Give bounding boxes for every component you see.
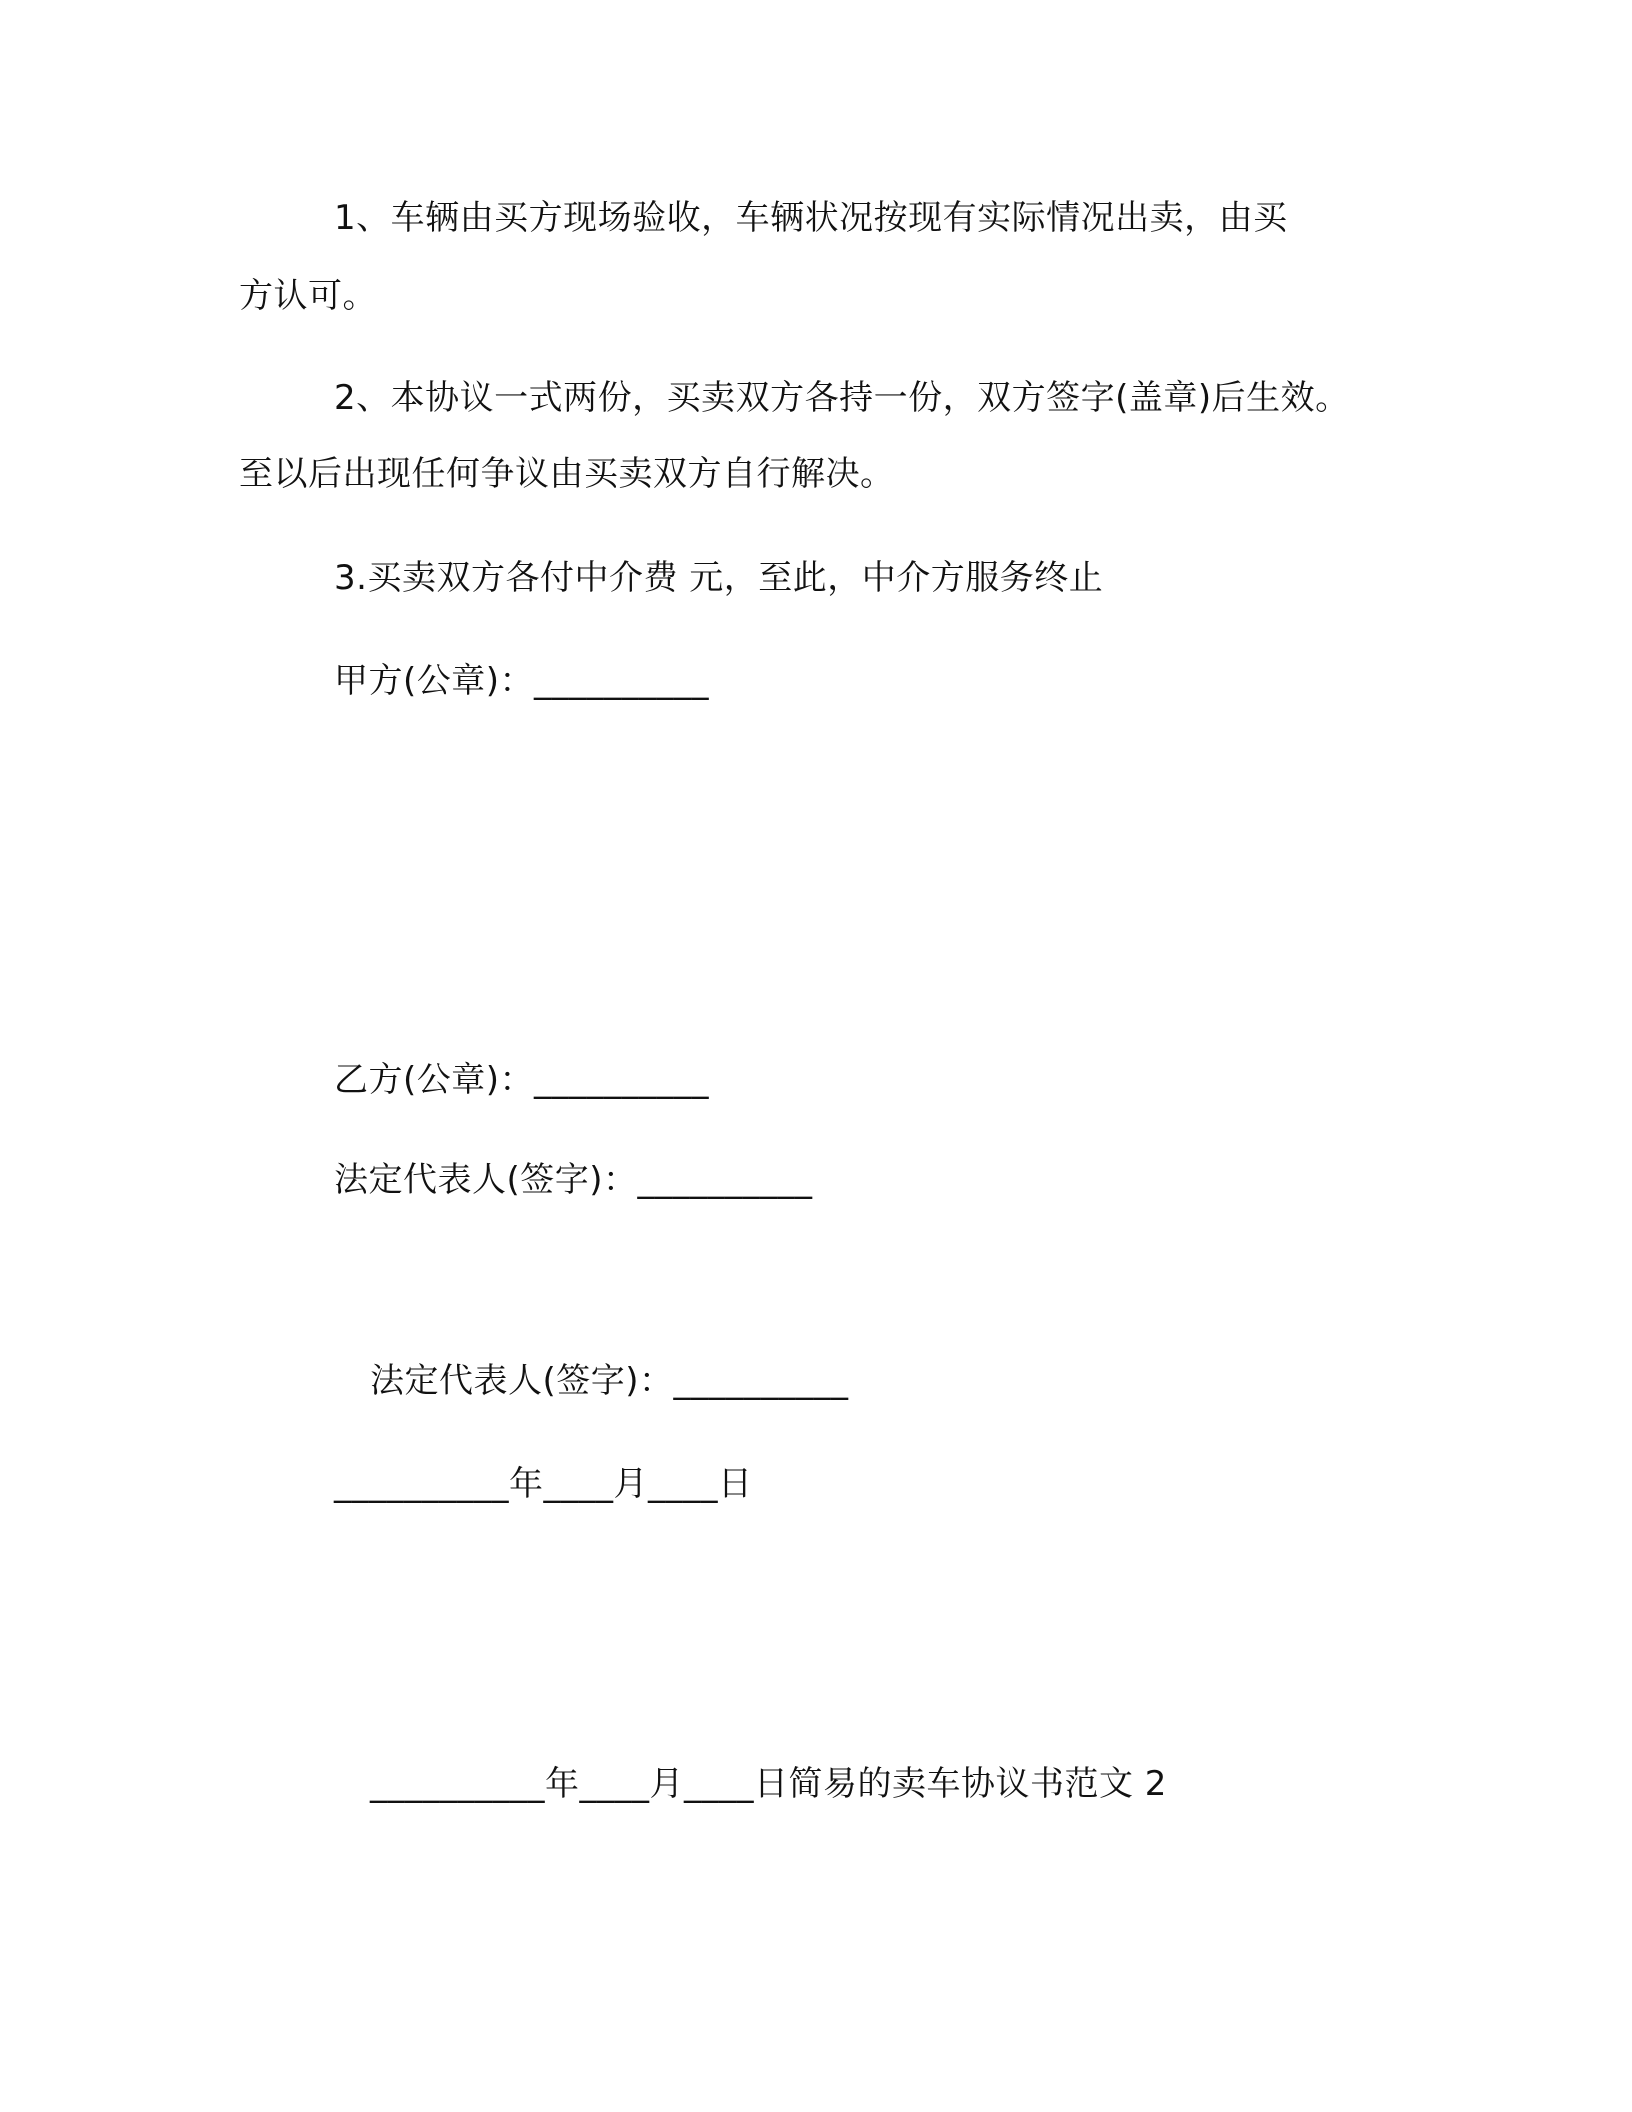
party-b-seal-line: 乙方(公章)：__________ [334,1060,710,1100]
clause-2-line-1: 2、本协议一式两份，买卖双方各持一份，双方签字(盖章)后生效。 [334,378,1350,418]
clause-2-line-2: 至以后出现任何争议由买卖双方自行解决。 [239,454,895,494]
clause-1-line-1: 1、车辆由买方现场验收，车辆状况按现有实际情况出卖，由买 [334,198,1288,238]
date-line: __________年____月____日 [334,1464,753,1504]
party-a-seal-line: 甲方(公章)：__________ [334,661,710,701]
clause-1-line-2: 方认可。 [239,276,377,316]
clause-3: 3.买卖双方各付中介费 元，至此，中介方服务终止 [334,558,1104,598]
legal-rep-signature-line-2: 法定代表人(签字)：__________ [370,1361,849,1401]
legal-rep-signature-line-1: 法定代表人(签字)：__________ [334,1160,813,1200]
next-section-title: __________年____月____日简易的卖车协议书范文 2 [370,1764,1167,1804]
